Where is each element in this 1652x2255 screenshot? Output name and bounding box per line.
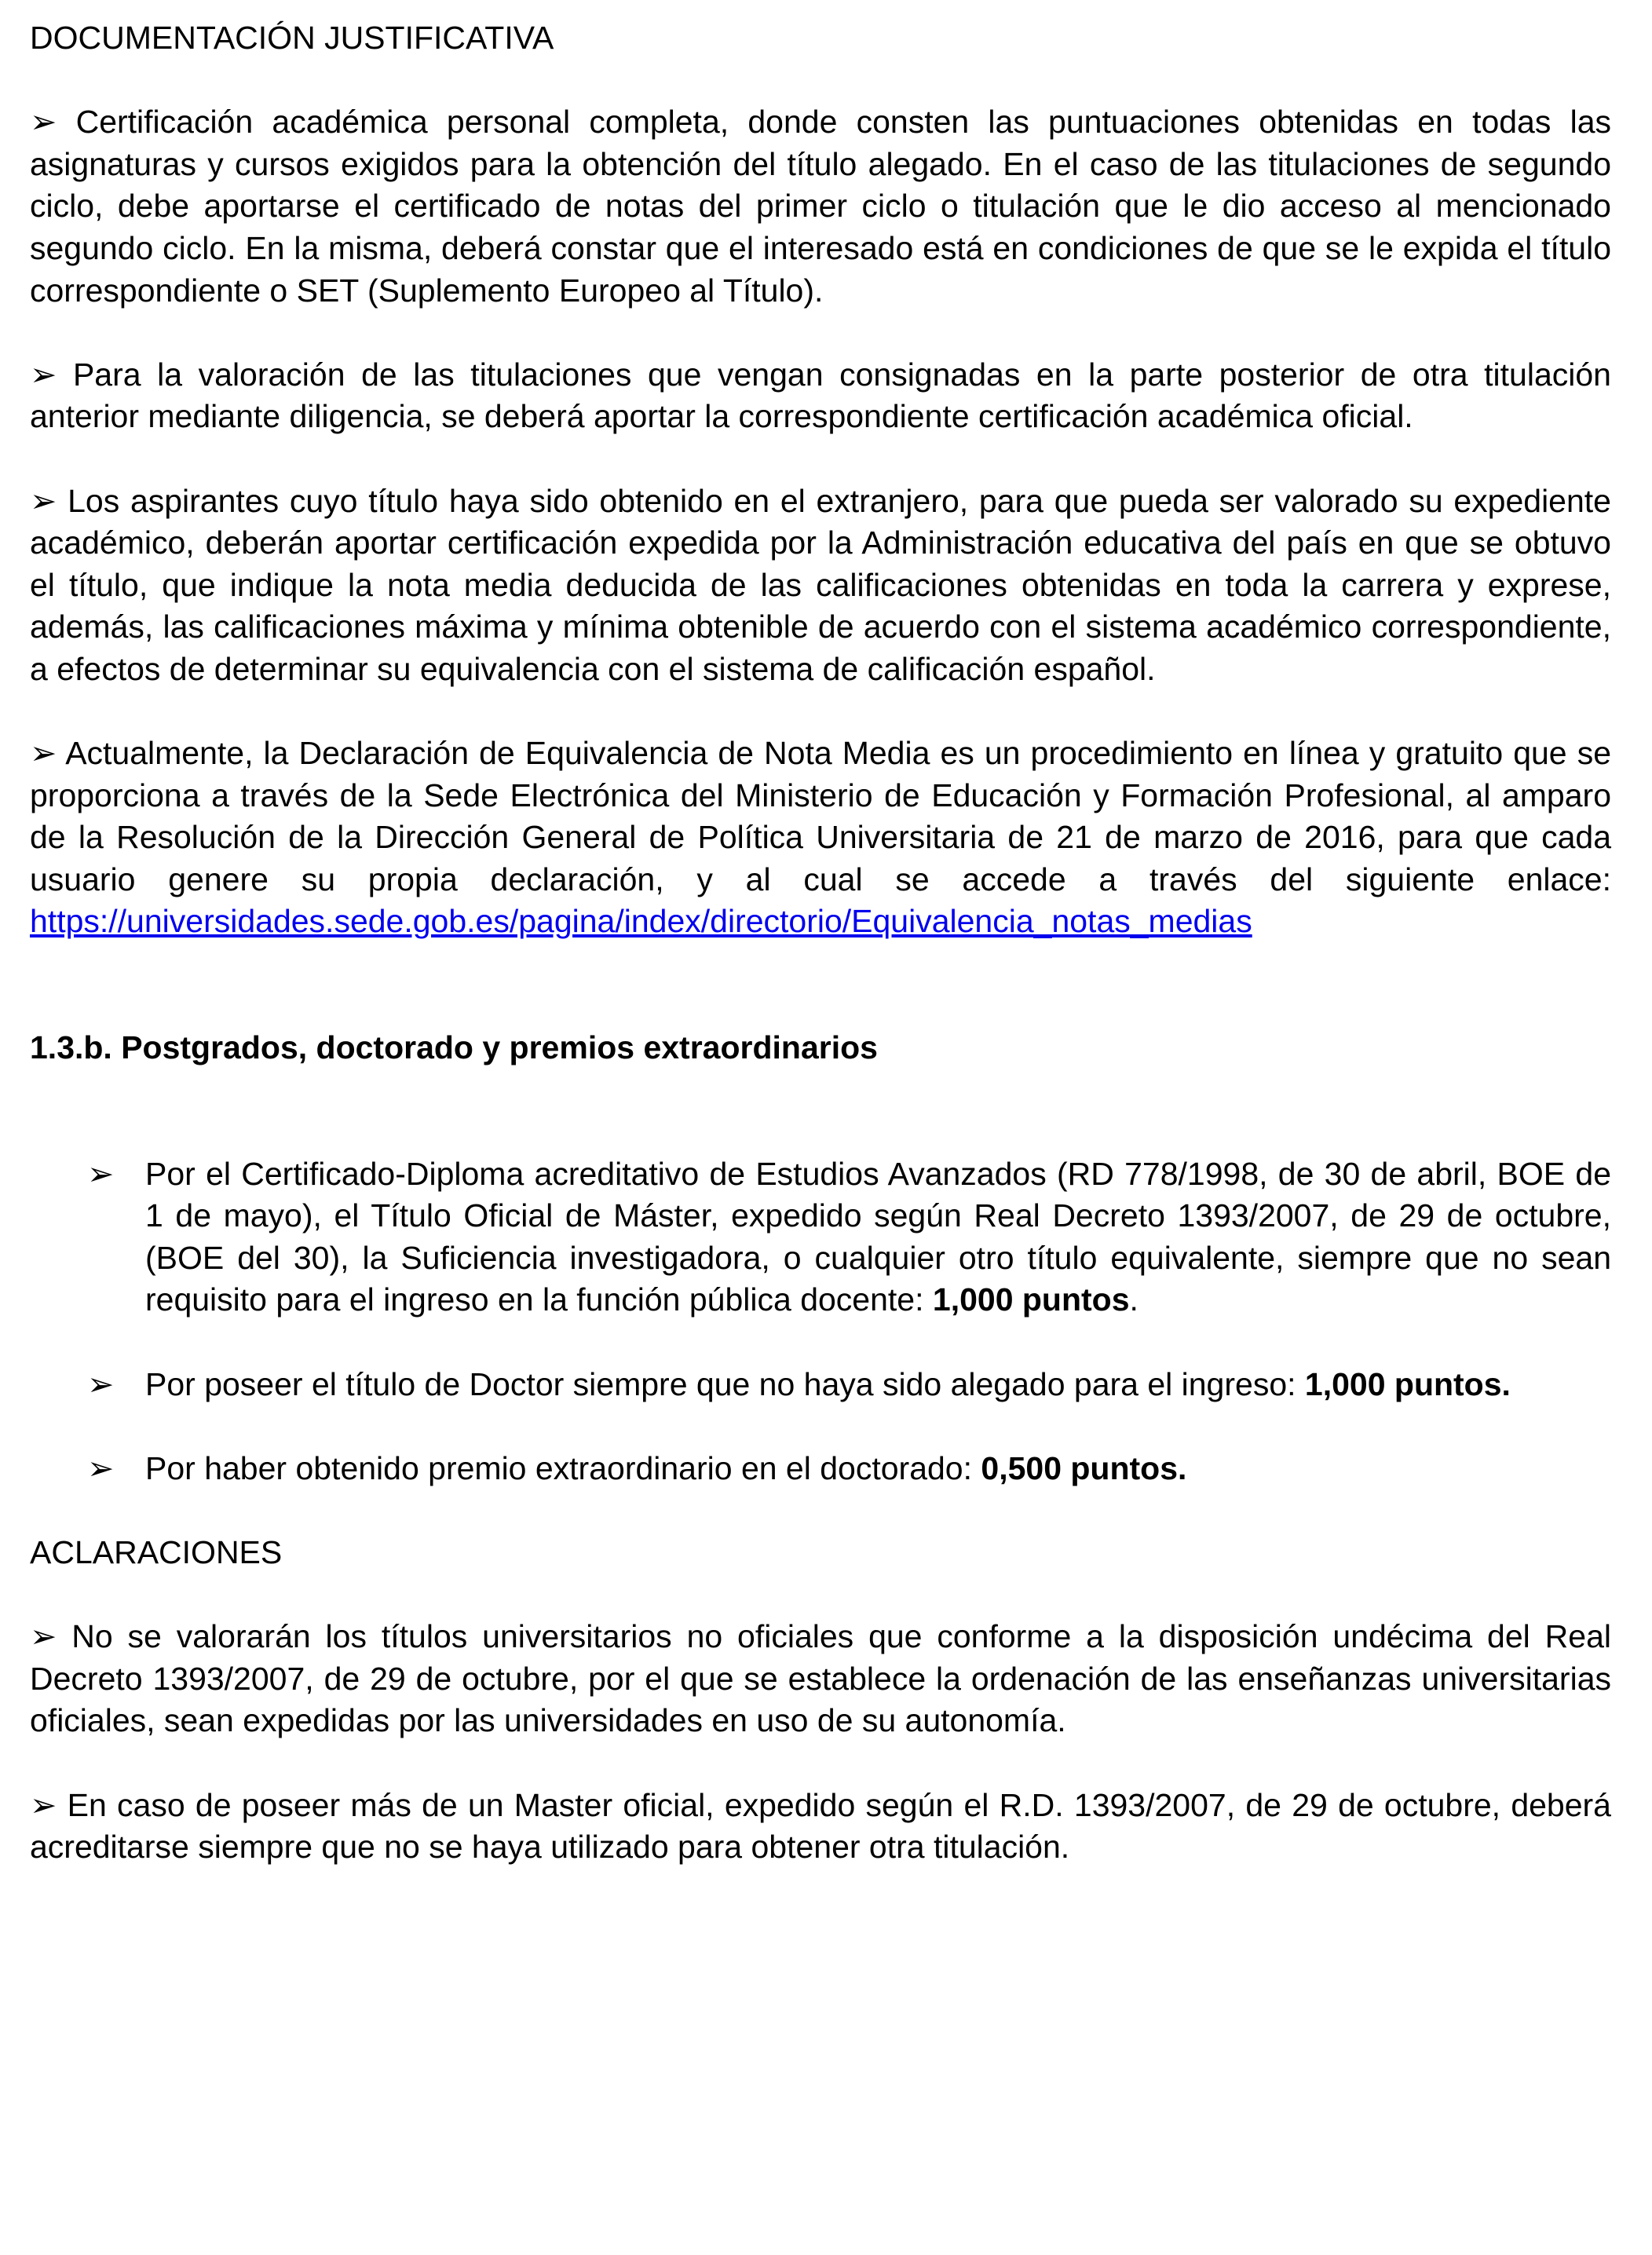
bullet-text-end: .	[1129, 1281, 1138, 1318]
paragraph-text: Certificación académica personal completa, donde consten las puntuaciones obtenidas en todas las asignaturas y cursos exigidos para la obtención del título alegado. En el caso de las titulaciones de segundo ciclo, debe aportarse el certificado de notas del primer ciclo o titulación que le dio acceso al mencionado segundo ciclo. En la misma, deberá constar que el interesado está en condiciones de que se le expida el título correspondiente o SET (Suplemento Europeo al Título).	[30, 104, 1611, 309]
paragraph-no-oficiales	[30, 1616, 1611, 1742]
spacer	[30, 312, 1611, 354]
spacer	[30, 60, 1611, 102]
paragraph-extranjero	[30, 481, 1611, 691]
list-item	[30, 1153, 1611, 1321]
spacer	[30, 1742, 1611, 1785]
paragraph-text: En caso de poseer más de un Master oficial, expedido según el R.D. 1393/2007, de 29 de octubre, deberá acreditarse siempre que no se haya utilizado para obtener otra titulación.	[30, 1786, 1611, 1866]
bullet-text: Por haber obtenido premio extraordinario en el doctorado:	[145, 1449, 981, 1486]
points-value: 0,500 puntos.	[981, 1449, 1187, 1486]
points-value: 1,000 puntos.	[1304, 1365, 1511, 1402]
arrow-bullet-icon: ➢	[87, 1365, 115, 1402]
spacer	[30, 691, 1611, 733]
paragraph-text: Los aspirantes cuyo título haya sido obtenido en el extranjero, para que pueda ser valorado su expediente académico, deberán aportar certificación expedida por la Administración educativa del país en que se obtuvo el título, que indique la nota media deducida de las calificaciones obtenidas en toda la carrera y exprese, además, las calificaciones máxima y mínima obtenible de acuerdo con el sistema académico correspondiente, a efectos de determinar su equivalencia con el sistema de calificación español.	[30, 482, 1611, 687]
paragraph-text: No se valorarán los títulos universitarios no oficiales que conforme a la disposición undécima del Real Decreto 1393/2007, de 29 de octubre, por el que se establece la ordenación de las enseñanzas universitarias oficiales, sean expedidas por las universidades en uso de su autonomía.	[30, 1618, 1611, 1739]
spacer	[30, 943, 1611, 1027]
arrow-bullet-icon: ➢	[87, 1449, 115, 1486]
arrow-bullet-icon: ➢	[30, 735, 57, 772]
spacer	[30, 1405, 1611, 1448]
paragraph-certificacion	[30, 101, 1611, 312]
paragraph-text: Para la valoración de las titulaciones que vengan consignadas en la parte posterior de otra titulación anterior mediante diligencia, se deberá aportar la correspondiente certificación académica oficial.	[30, 356, 1611, 435]
spacer	[30, 1069, 1611, 1153]
arrow-bullet-icon: ➢	[30, 104, 57, 141]
arrow-bullet-icon: ➢	[30, 482, 57, 519]
arrow-bullet-icon: ➢	[30, 1618, 57, 1655]
arrow-bullet-icon: ➢	[87, 1155, 115, 1192]
equivalencia-notas-link[interactable]: https://universidades.sede.gob.es/pagina/index/directorio/Equivalencia_notas_medias	[30, 903, 1252, 940]
spacer	[30, 438, 1611, 481]
paragraph-diligencia	[30, 354, 1611, 438]
arrow-bullet-icon: ➢	[30, 1786, 57, 1823]
list-item	[30, 1448, 1611, 1490]
spacer	[30, 1574, 1611, 1617]
paragraph-equivalencia-nota-media	[30, 733, 1611, 943]
subsection-title-postgrados: 1.3.b. Postgrados, doctorado y premios extraordinarios	[30, 1029, 878, 1066]
list-item	[30, 1364, 1611, 1406]
spacer	[30, 1321, 1611, 1364]
heading-documentacion-justificativa: DOCUMENTACIÓN JUSTIFICATIVA	[30, 20, 554, 56]
heading-aclaraciones: ACLARACIONES	[30, 1534, 283, 1570]
arrow-bullet-icon: ➢	[30, 356, 57, 393]
points-value: 1,000 puntos	[932, 1281, 1130, 1318]
bullet-text: Por poseer el título de Doctor siempre que no haya sido alegado para el ingreso:	[145, 1365, 1305, 1402]
paragraph-master-oficial	[30, 1785, 1611, 1869]
paragraph-text: Actualmente, la Declaración de Equivalencia de Nota Media es un procedimiento en línea y gratuito que se proporciona a través de la Sede Electrónica del Ministerio de Educación y Formación Profesional, al amparo de la Resolución de la Dirección General de Política Universitaria de 21 de marzo de 2016, para que cada usuario genere su propia declaración, y al cual se accede a través del siguiente enlace:	[30, 735, 1611, 897]
bullet-text: Por el Certificado-Diploma acreditativo de Estudios Avanzados (RD 778/1998, de 30 de abril, BOE de 1 de mayo), el Título Oficial de Máster, expedido según Real Decreto 1393/2007, de 29 de octubre, (BOE del 30), la Suficiencia investigadora, o cualquier otro título equivalente, siempre que no sean requisito para el ingreso en la función pública docente:	[145, 1155, 1611, 1318]
postgrado-bullet-list	[30, 1153, 1611, 1490]
spacer	[30, 1489, 1611, 1532]
